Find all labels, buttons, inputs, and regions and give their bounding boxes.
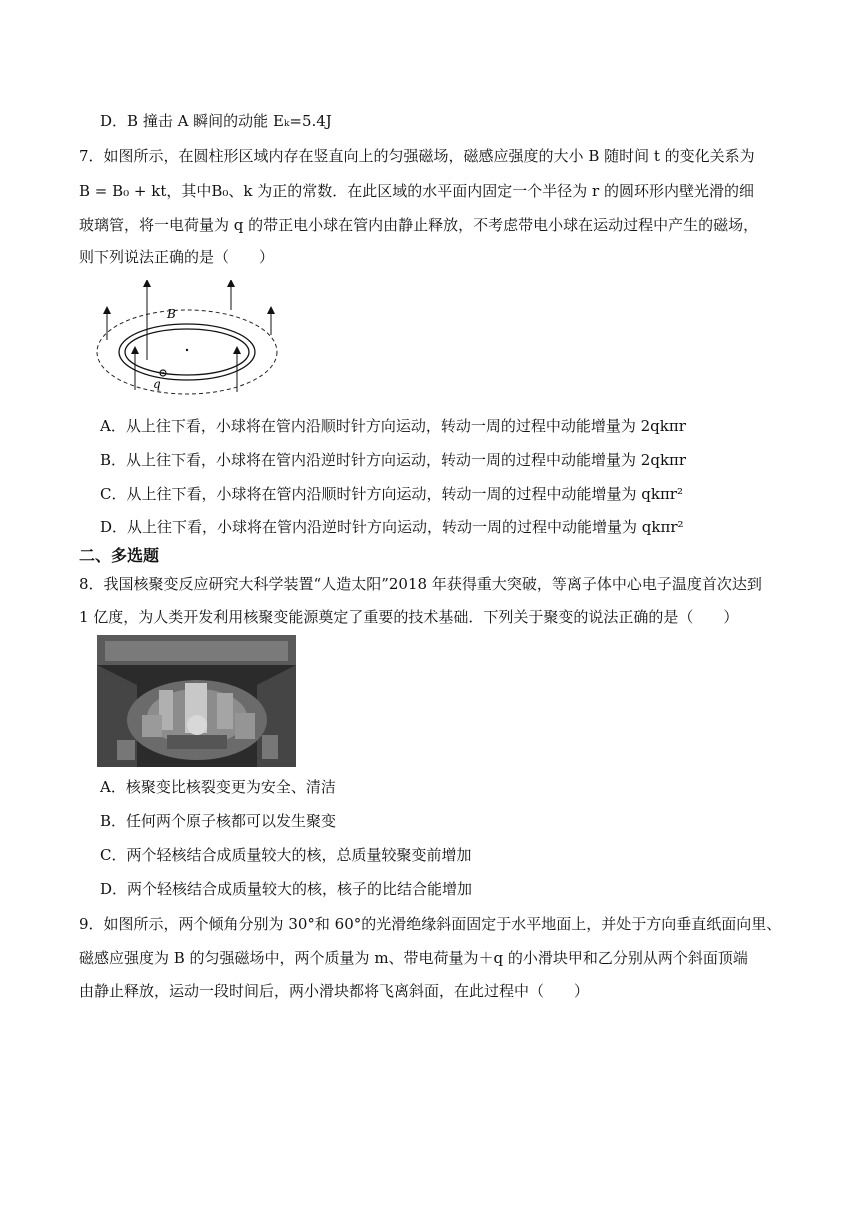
q7-option-a: A．从上往下看，小球将在管内沿顺时针方向运动，转动一周的过程中动能增量为 2qkπr [100,417,686,435]
label-B: B [167,307,176,321]
q8-option-b: B．任何两个原子核都可以发生聚变 [100,812,337,830]
q6-option-d: D．B 撞击 A 瞬间的动能 Eₖ=5.4J [100,112,332,130]
q7-option-b: B．从上往下看，小球将在管内沿逆时针方向运动，转动一周的过程中动能增量为 2qkπr [100,451,687,469]
magnetic-field-ring-figure [95,280,285,400]
q8-stem-line-1: 8．我国核聚变反应研究大科学装置“人造太阳”2018 年获得重大突破，等离子体中心电子温度首次达到 [79,575,762,593]
q7-stem-line-2: B = B₀ + kt，其中B₀、k 为正的常数．在此区域的水平面内固定一个半径为 r 的圆环形内壁光滑的细 [79,182,754,200]
q9-stem-line-3: 由静止释放，运动一段时间后，两小滑块都将飞离斜面，在此过程中（ ） [79,982,590,1000]
q7-stem-line-4: 则下列说法正确的是（ ） [79,248,275,266]
q8-stem-line-2: 1 亿度，为人类开发利用核聚变能源奠定了重要的技术基础．下列关于聚变的说法正确的是（ ） [79,608,739,626]
q8-option-a: A．核聚变比核裂变更为安全、清洁 [100,778,336,796]
ring-center-dot [186,349,188,351]
q7-option-c: C．从上往下看，小球将在管内沿顺时针方向运动，转动一周的过程中动能增量为 qkπr² [100,485,683,503]
q9-stem-line-2: 磁感应强度为 B 的匀强磁场中，两个质量为 m、带电荷量为＋q 的小滑块甲和乙分别从两个斜面顶端 [79,949,748,967]
tube-outer-wall [119,324,255,380]
fusion-device-photo [97,635,296,767]
field-region-boundary [97,310,277,394]
label-q: q [153,377,161,391]
q9-stem-line-1: 9．如图所示，两个倾角分别为 30°和 60°的光滑绝缘斜面固定于水平地面上，并处于方向垂直纸面向里、 [79,915,782,933]
q7-stem-line-1: 7．如图所示，在圆柱形区域内存在竖直向上的匀强磁场，磁感应强度的大小 B 随时间 t 的变化关系为 [79,147,755,165]
ring-diagram [95,280,285,400]
section-title: 二、多选题 [79,546,160,565]
q7-stem-line-3: 玻璃管，将一电荷量为 q 的带正电小球在管内由静止释放，不考虑带电小球在运动过程中产生的磁场， [79,216,759,234]
q8-option-c: C．两个轻核结合成质量较大的核，总质量较聚变前增加 [100,846,472,864]
q8-option-d: D．两个轻核结合成质量较大的核，核子的比结合能增加 [100,880,473,898]
tube-inner-wall [125,329,249,375]
fusion-device-image [97,635,296,767]
q7-option-d: D．从上往下看，小球将在管内沿逆时针方向运动，转动一周的过程中动能增量为 qkπr² [100,518,684,536]
